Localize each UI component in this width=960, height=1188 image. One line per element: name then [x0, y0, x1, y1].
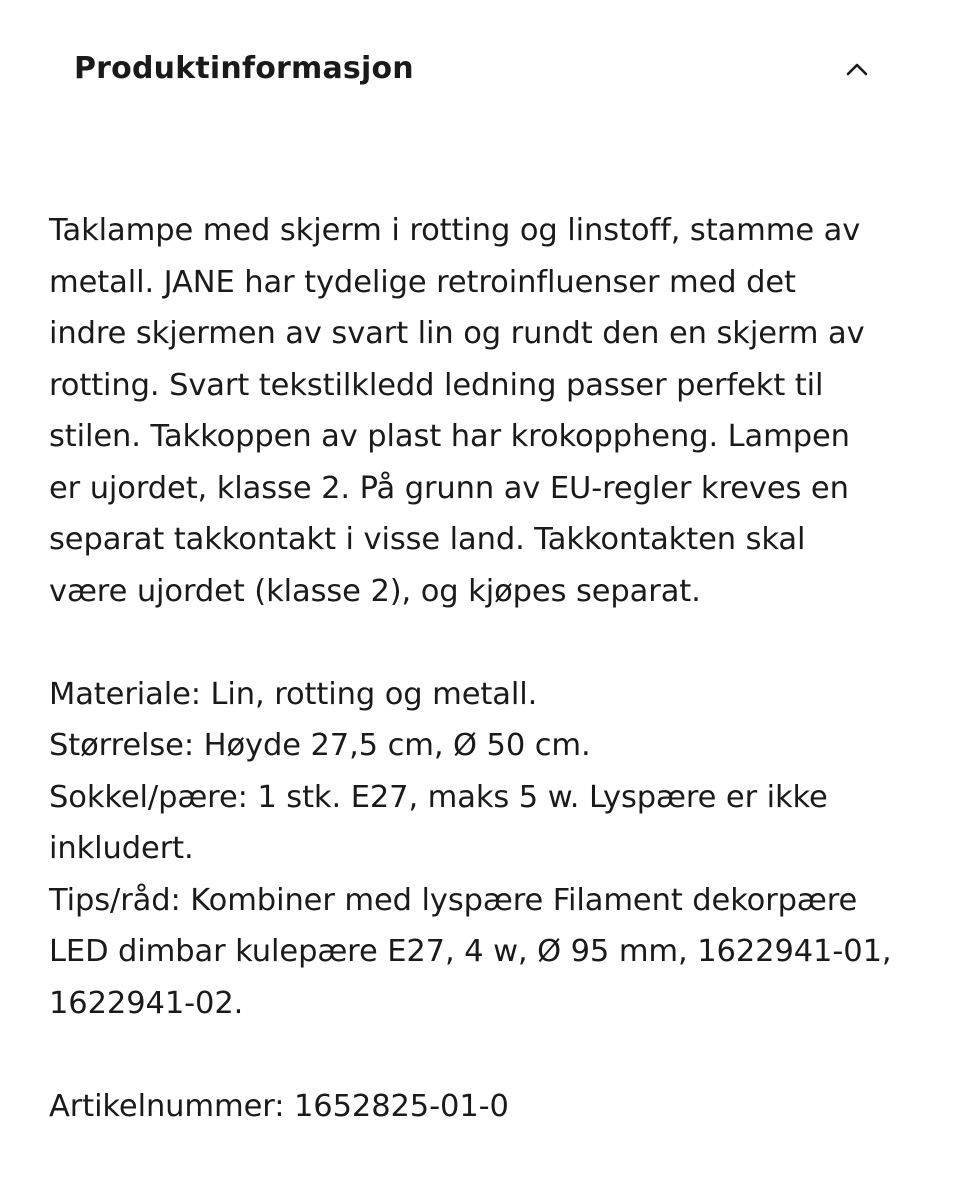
description-line: separat takkontakt i visse land. Takkontakten skal [49, 522, 806, 557]
spec-tips: Tips/råd: Kombiner med lyspære Filament dekorpære [49, 882, 858, 918]
product-description [49, 205, 929, 617]
description-line: stilen. Takkoppen av plast har krokoppheng. Lampen [49, 419, 850, 454]
spec-tips-cont: LED dimbar kulepære E27, 4 w, Ø 95 mm, 1622941-01, [49, 934, 892, 969]
description-line: Taklampe med skjerm i rotting og linstoff, stamme av [49, 213, 861, 248]
spec-socket-cont: inkludert. [49, 831, 194, 866]
paragraph-spacer [49, 1029, 929, 1081]
spec-tips-cont: 1622941-02. [49, 985, 244, 1021]
description-line: være ujordet (klasse 2), og kjøpes separat. [49, 573, 701, 609]
description-line: indre skjermen av svart lin og rundt den en skjerm av [49, 316, 865, 351]
spec-size: Størrelse: Høyde 27,5 cm, Ø 50 cm. [49, 728, 591, 763]
spec-material: Materiale: Lin, rotting og metall. [49, 676, 538, 712]
paragraph-spacer [49, 617, 929, 669]
description-line: metall. JANE har tydelige retroinfluenser med det [49, 264, 796, 300]
accordion-title: Produktinformasjon [74, 51, 414, 86]
article-number: Artikelnummer: 1652825-01-0 [49, 1088, 509, 1124]
chevron-up-icon[interactable] [840, 52, 874, 86]
description-line: rotting. Svart tekstilkledd ledning passer perfekt til [49, 367, 824, 403]
accordion-content [49, 205, 929, 1132]
spec-socket: Sokkel/pære: 1 stk. E27, maks 5 w. Lyspære er ikke [49, 779, 828, 815]
accordion-header-produktinformasjon[interactable] [0, 0, 960, 140]
product-specs [49, 669, 929, 1030]
description-line: er ujordet, klasse 2. På grunn av EU-regler kreves en [49, 470, 849, 506]
